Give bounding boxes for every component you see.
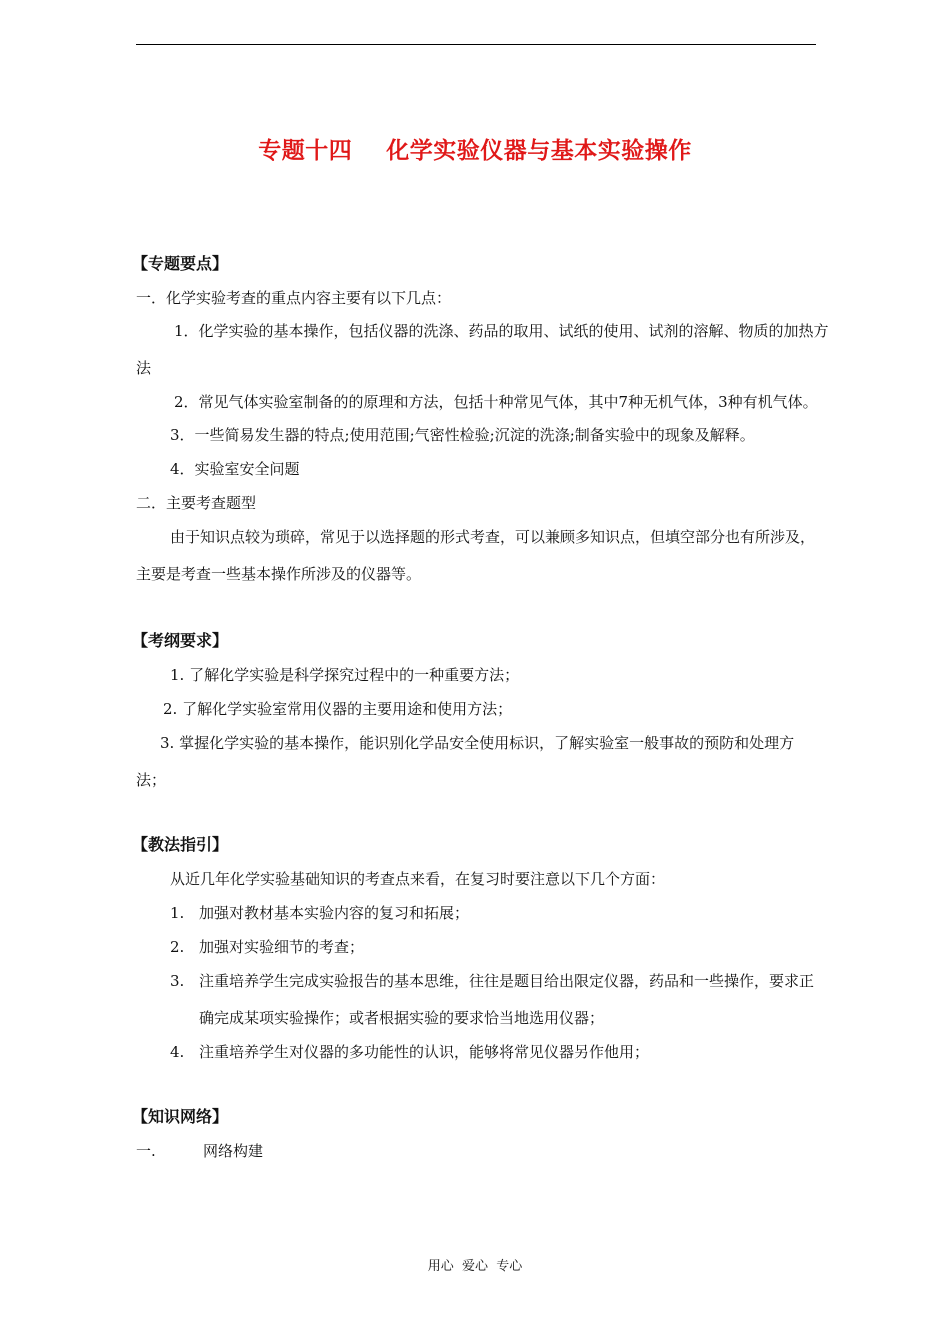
teaching-item-4: 注重培养学生对仪器的多功能性的认识，能够将常见仪器另作他用； <box>199 1043 650 1061</box>
key-points-sub-3: 3．一些简易发生器的特点;使用范围;气密性检验;沉淀的洗涤;制备实验中的现象及解释。 <box>170 426 755 444</box>
syllabus-item-3-line-1: 3. 掌握化学实验的基本操作，能识别化学品安全使用标识，了解实验室一般事故的预防和处理方 <box>160 734 795 752</box>
document-title: 专题十四 化学实验仪器与基本实验操作 <box>258 138 692 164</box>
header-rule <box>136 44 816 45</box>
teaching-item-4-number: 4. <box>170 1043 185 1061</box>
teaching-item-2-number: 2. <box>170 938 185 956</box>
teaching-item-1: 加强对教材基本实验内容的复习和拓展； <box>199 904 470 922</box>
teaching-item-2: 加强对实验细节的考查； <box>199 938 365 956</box>
syllabus-item-2: 2. 了解化学实验室常用仪器的主要用途和使用方法； <box>163 700 513 718</box>
section-heading-key-points: 【专题要点】 <box>132 254 229 273</box>
network-item-1-number: 一. <box>136 1142 156 1160</box>
key-points-item-1: 一．化学实验考查的重点内容主要有以下几点： <box>136 289 452 307</box>
key-points-sub-1-line-2: 法 <box>136 359 152 377</box>
teaching-item-1-number: 1. <box>170 904 185 922</box>
section-heading-network: 【知识网络】 <box>132 1107 229 1126</box>
key-points-paragraph-line-1: 由于知识点较为琐碎，常见于以选择题的形式考查，可以兼顾多知识点，但填空部分也有所涉及， <box>170 528 816 546</box>
key-points-sub-2: 2．常见气体实验室制备的的原理和方法，包括十种常见气体，其中7种无机气体，3种有机气体。 <box>174 393 818 411</box>
page-footer: 用心 爱心 专心 <box>427 1259 523 1274</box>
key-points-sub-1-line-1: 1．化学实验的基本操作，包括仪器的洗涤、药品的取用、试纸的使用、试剂的溶解、物质的加热方 <box>174 322 829 340</box>
teaching-item-3-number: 3. <box>170 972 185 990</box>
key-points-item-2: 二．主要考查题型 <box>136 494 257 512</box>
key-points-paragraph-line-2: 主要是考查一些基本操作所涉及的仪器等。 <box>136 565 422 583</box>
section-heading-syllabus: 【考纲要求】 <box>132 631 229 650</box>
teaching-item-3-line-2: 确完成某项实验操作；或者根据实验的要求恰当地选用仪器； <box>199 1009 605 1027</box>
teaching-item-3-line-1: 注重培养学生完成实验报告的基本思维，往往是题目给出限定仪器，药品和一些操作，要求正 <box>199 972 815 990</box>
network-item-1: 网络构建 <box>203 1142 264 1160</box>
key-points-sub-4: 4．实验室安全问题 <box>170 460 300 478</box>
syllabus-item-3-line-2: 法； <box>136 771 167 789</box>
syllabus-item-1: 1. 了解化学实验是科学探究过程中的一种重要方法； <box>170 666 520 684</box>
teaching-intro: 从近几年化学实验基础知识的考查点来看，在复习时要注意以下几个方面： <box>170 870 666 888</box>
section-heading-teaching: 【教法指引】 <box>132 835 229 854</box>
